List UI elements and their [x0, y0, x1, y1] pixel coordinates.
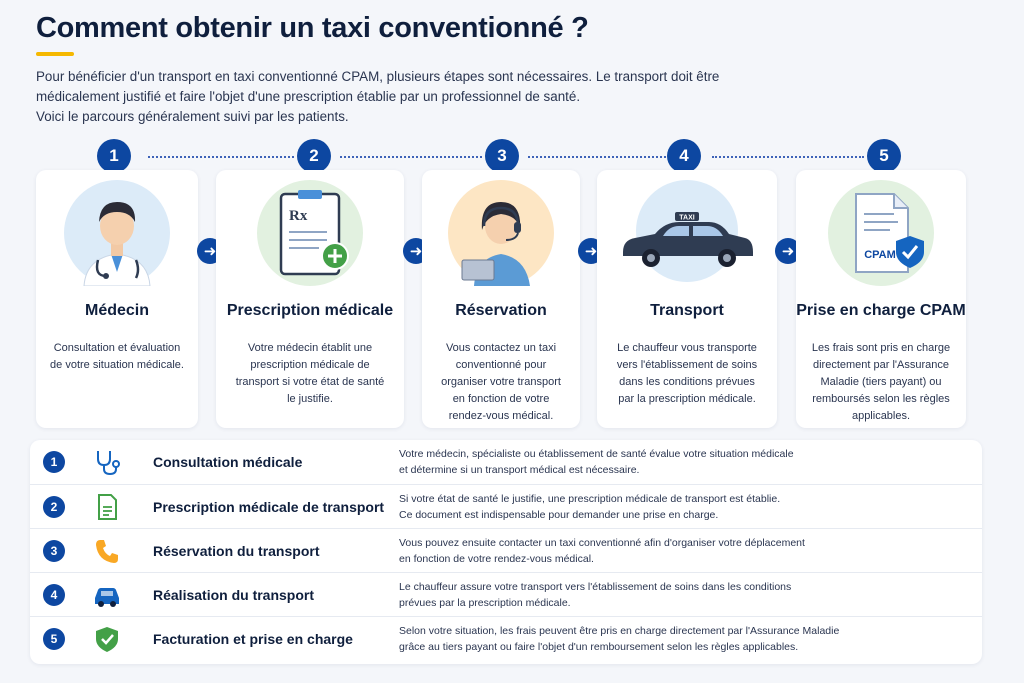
step-connector — [340, 156, 482, 158]
step-description: Les frais sont pris en charge directement par l'Assurance Maladie (tiers payant) ou remboursés selon les règles applicables. — [811, 342, 951, 422]
row-number: 3 — [43, 540, 65, 562]
intro-text — [36, 67, 856, 127]
row-text-line: Selon votre situation, les frais peuvent être pris en charge directement par l'Assurance Maladie — [399, 624, 840, 637]
row-text-line: et détermine si un transport médical est nécessaire. — [399, 464, 640, 476]
row-description — [399, 535, 879, 567]
shield-check-icon — [92, 624, 122, 654]
row-number: 5 — [43, 628, 65, 650]
prescription-illustration — [257, 180, 363, 286]
intro-line: Pour bénéficier d'un transport en taxi conventionné CPAM, plusieurs étapes sont nécessaires. Le transport doit être — [36, 69, 720, 84]
step-title: Réservation — [455, 302, 547, 319]
step-title: Médecin — [84, 302, 149, 319]
step-title: Prise en charge CPAM — [796, 302, 966, 319]
step-number-2: 2 — [297, 139, 331, 173]
step-title: Transport — [650, 302, 724, 319]
arrow-right-icon: ➜ — [775, 238, 801, 264]
step-description: Vous contactez un taxi conventionné pour organiser votre transport en fonction de votre rendez-vous médical. — [441, 342, 561, 422]
step-number-1: 1 — [97, 139, 131, 173]
stethoscope-icon — [92, 447, 122, 477]
table-row — [30, 484, 982, 528]
row-number: 1 — [43, 451, 65, 473]
title-underline — [36, 52, 74, 56]
row-text-line: en fonction de votre rendez-vous médical. — [399, 552, 594, 565]
step-description: Consultation et évaluation de votre situation médicale. — [50, 342, 184, 371]
table-row — [30, 440, 982, 484]
step-number-4: 4 — [667, 139, 701, 173]
car-icon — [92, 580, 122, 610]
step-description: Votre médecin établit une prescription médicale de transport si votre état de santé le justifie. — [235, 342, 385, 405]
row-title: Réservation du transport — [153, 542, 320, 559]
phone-icon — [92, 536, 122, 566]
row-text-line: Ce document est indispensable pour demander une prise en charge. — [399, 508, 719, 521]
step-card-medecin — [36, 170, 198, 428]
step-connector — [148, 156, 294, 158]
cpam-document-illustration — [828, 180, 934, 286]
prescription-icon — [92, 492, 122, 522]
step-connector — [528, 156, 666, 158]
table-row — [30, 528, 982, 572]
row-text-line: Votre médecin, spécialiste ou établissement de santé évalue votre situation médicale — [399, 448, 794, 460]
step-connector — [712, 156, 864, 158]
row-title: Consultation médicale — [153, 454, 303, 470]
arrow-right-icon: ➜ — [197, 238, 223, 264]
table-row — [30, 572, 982, 616]
row-description — [399, 446, 879, 478]
taxi-car-icon — [617, 206, 757, 272]
step-card-cpam — [796, 170, 966, 428]
step-title: Prescription médicale — [226, 302, 394, 319]
operator-illustration — [448, 180, 554, 286]
row-text-line: prévues par la prescription médicale. — [399, 596, 571, 609]
intro-line: Voici le parcours généralement suivi par les patients. — [36, 109, 349, 124]
row-text-line: Le chauffeur assure votre transport vers l'établissement de soins dans les conditions — [399, 580, 792, 593]
row-text-line: Vous pouvez ensuite contacter un taxi conventionné afin d'organiser votre déplacement — [399, 536, 805, 549]
row-description — [399, 623, 879, 655]
step-card-reservation — [422, 170, 580, 428]
steps-summary-table — [30, 440, 982, 664]
row-number: 2 — [43, 496, 65, 518]
page-title: Comment obtenir un taxi conventionné ? — [36, 12, 589, 44]
doctor-illustration — [64, 180, 170, 286]
step-card-transport — [597, 170, 777, 428]
row-title: Facturation et prise en charge — [153, 630, 353, 647]
arrow-right-icon: ➜ — [578, 238, 604, 264]
rx-mark: Rx — [289, 208, 308, 224]
row-text-line: grâce au tiers payant ou faire l'objet d'un remboursement selon les règles applicables. — [399, 640, 799, 653]
table-row — [30, 616, 982, 660]
cpam-badge-text: CPAM — [864, 249, 896, 261]
step-number-5: 5 — [867, 139, 901, 173]
taxi-sign-text: TAXI — [679, 214, 695, 222]
step-card-prescription — [216, 170, 404, 428]
row-number: 4 — [43, 584, 65, 606]
row-title: Prescription médicale de transport — [153, 498, 385, 515]
intro-line: médicalement justifié et faire l'objet d'une prescription établie par un professionnel de santé. — [36, 89, 581, 104]
row-description — [399, 579, 879, 611]
row-text-line: Si votre état de santé le justifie, une prescription médicale de transport est établie. — [399, 492, 781, 505]
row-description — [399, 491, 879, 523]
arrow-right-icon: ➜ — [403, 238, 429, 264]
row-title: Réalisation du transport — [153, 586, 315, 603]
step-description: Le chauffeur vous transporte vers l'établissement de soins dans les conditions prévues par la prescription médicale. — [616, 342, 758, 405]
step-number-3: 3 — [485, 139, 519, 173]
